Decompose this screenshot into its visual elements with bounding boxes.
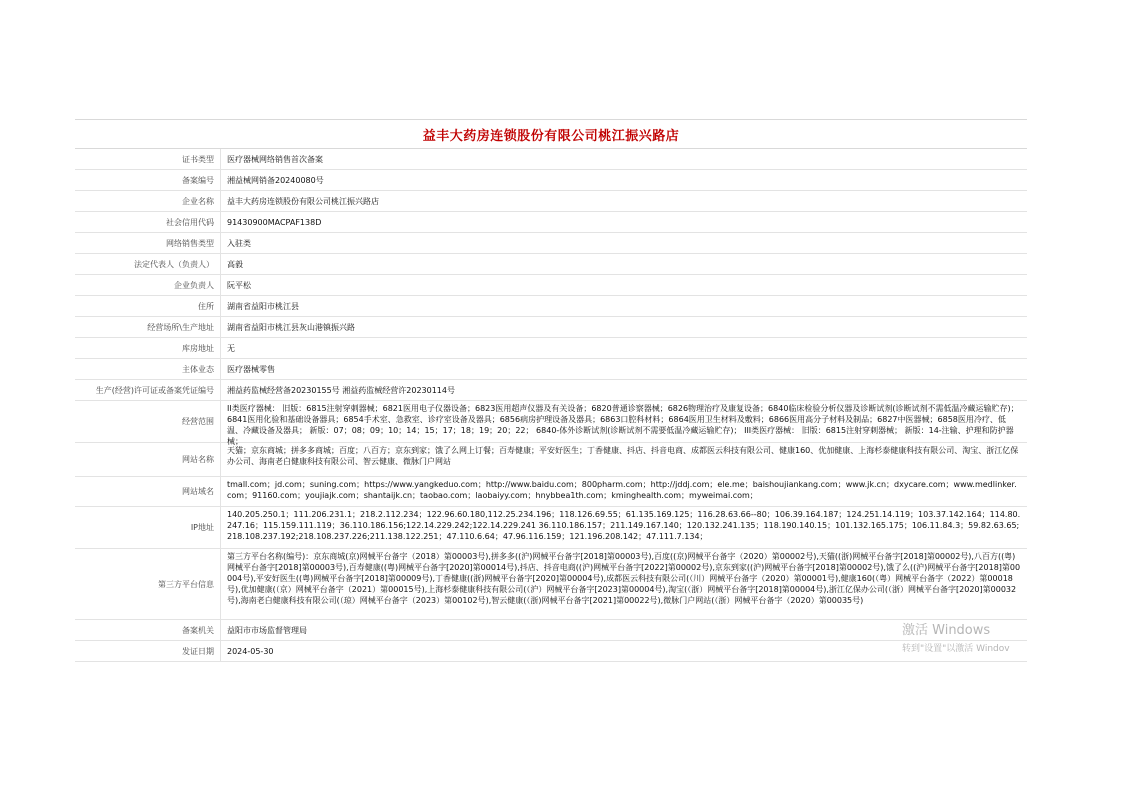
row-label: 主体业态 <box>75 359 221 379</box>
row-value: 2024-05-30 <box>227 646 274 656</box>
row-value: 阮平松 <box>227 280 251 290</box>
row-label: 网站名称 <box>75 443 221 476</box>
table-row <box>75 338 1027 359</box>
row-value: 湖南省益阳市桃江县灰山港镇振兴路 <box>227 322 355 332</box>
table-row <box>75 443 1027 477</box>
table-row <box>75 317 1027 338</box>
row-value: II类医疗器械： 旧版：6815注射穿刺器械；6821医用电子仪器设备；6823医用超声仪器及有关设备；6820普通诊察器械；6826物理治疗及康复设备；6840临床检验分析仪器及诊断试剂(诊断试剂不需低温冷藏运输贮存)；6841医用化验和基础设备器具；6854手术室、急救室、诊疗室设备及器具；6856病房护理设备及器具；6863口腔科材料；6864医用卫生材料及敷料；6866医用高分子材料及制品；6827中医器械；6858医用冷疗、低温、冷藏设备及器具； 新版：07；08；09；10；14；15；17；18；19；20；22； 6840-体外诊断试剂(诊断试剂不需要低温冷藏运输贮存)； III类医疗器械： 旧版：6815注射穿刺器械； 新版：14-注输、护理和防护器械； <box>227 404 1019 446</box>
row-value: tmall.com；jd.com；suning.com；https://www.yangkeduo.com；http://www.baidu.com；800pharm.com；http://jddj.com；ele.me；baishoujiankang.com；www.jk.cn；dxycare.com；www.medlinker.com；91160.com；youjiajk.com；shantaijk.cn；taobao.com；laobaiyy.com；hnybbea1th.com；kminghealth.com；myweimai.com； <box>227 480 1017 500</box>
record-sheet <box>75 119 1027 662</box>
row-value: 益阳市市场监督管理局 <box>227 625 307 635</box>
row-label: 住所 <box>75 296 221 316</box>
table-row <box>75 507 1027 549</box>
row-value: 91430900MACPAF138D <box>227 217 322 227</box>
watermark-subtitle: 转到"设置"以激活 Windov <box>902 644 1010 654</box>
table-row <box>75 170 1027 191</box>
row-value: 第三方平台名称(编号)：京东商城(京)网械平台备字（2018）第00003号),拼多多((沪)网械平台备字[2018]第00003号),百度((京)网械平台备字（2020）第00002号),天猫((浙)网械平台备字[2018]第00002号),八百方((粤)网械平台备字[2018]第00003号),百寿健康((粤)网械平台备字[2020]第00014号),抖店、抖音电商((沪)网械平台备字[2022]第00002号),京东到家((沪)网械平台备字[2018]第00002号),饿了么((沪)网械平台备字[2018]第00004号),平安好医生((粤)网械平台备字[2018]第00009号),丁香健康((浙)网械平台备字[2020]第00004号),成都医云科技有限公司(（川）网械平台备字（2020）第00001号),健康160(（粤）网械平台备字（2022）第00018号),优加健康(（京）网械平台备字（2021）第00015号),上海杉泰健康科技有限公司(（沪）网械平台备字[2023]第00004号),淘宝(（浙）网械平台备字[2018]第00004号),浙江亿保办公司(（浙）网械平台备字[2020]第00032号),海南老白健康科技有限公司(（琼）网械平台备字（2023）第00102号),智云健康(（浙)网械平台备字[2021]第00022号),微脉门户网站(（浙）网械平台备字（2020）第00035号) <box>227 552 1021 605</box>
title-bar <box>75 119 1027 149</box>
table-row <box>75 191 1027 212</box>
row-label: 社会信用代码 <box>75 212 221 232</box>
table-row <box>75 359 1027 380</box>
row-value: 天猫；京东商城；拼多多商城；百度；八百方；京东到家；饿了么网上订餐；百寿健康；平安好医生；丁香健康、抖店、抖音电商、成都医云科技有限公司、健康160、优加健康、上海杉泰健康科技有限公司、淘宝、浙江亿保办公司、海南老白健康科技有限公司、智云健康、微脉门户网站 <box>227 446 1019 466</box>
row-label: 证书类型 <box>75 149 221 169</box>
row-label: 网络销售类型 <box>75 233 221 253</box>
row-value: 入驻类 <box>227 238 251 248</box>
table-row <box>75 233 1027 254</box>
row-label: 备案编号 <box>75 170 221 190</box>
row-value: 益丰大药房连锁股份有限公司桃江振兴路店 <box>227 196 379 206</box>
windows-activation-watermark <box>902 622 1010 658</box>
table-row <box>75 549 1027 620</box>
table-row <box>75 401 1027 446</box>
row-label: 经营范围 <box>75 401 221 442</box>
row-label: 库房地址 <box>75 338 221 358</box>
row-label: 法定代表人（负责人） <box>75 254 221 274</box>
table-row <box>75 212 1027 233</box>
row-label: 备案机关 <box>75 620 221 640</box>
row-label: 第三方平台信息 <box>75 549 221 619</box>
table-row <box>75 296 1027 317</box>
row-value: 湖南省益阳市桃江县 <box>227 301 299 311</box>
table-row <box>75 254 1027 275</box>
row-label: IP地址 <box>75 507 221 548</box>
table-row <box>75 380 1027 401</box>
row-label: 生产(经营)许可证或备案凭证编号 <box>75 380 221 400</box>
row-label: 经营场所\生产地址 <box>75 317 221 337</box>
row-value: 湘益药监械经营备20230155号 湘益药监械经营许20230114号 <box>227 385 455 395</box>
row-value: 湘益械网销备20240080号 <box>227 175 324 185</box>
row-value: 无 <box>227 343 235 353</box>
table-row <box>75 149 1027 170</box>
row-value: 医疗器械网络销售首次备案 <box>227 154 323 164</box>
table-row <box>75 620 1027 641</box>
row-value: 高毅 <box>227 259 243 269</box>
watermark-title: 激活 Windows <box>902 623 991 638</box>
row-value: 140.205.250.1；111.206.231.1；218.2.112.234；122.96.60.180,112.25.234.196；118.126.69.55；61.135.169.125；116.28.63.66--80；106.39.164.187；124.251.14.119；103.37.142.164；114.80.247.16；115.159.111.119；36.110.186.156;122.14.229.242;122.14.229.241 36.110.186.157；211.149.167.140；120.132.241.135；118.190.140.15；101.132.165.175；106.11.84.3；59.82.63.65;218.108.237.192;218.108.237.226;211.138.122.251；47.110.6.64；47.96.116.159；121.196.208.142；47.111.7.134； <box>227 510 1021 541</box>
table-row <box>75 641 1027 662</box>
row-label: 企业名称 <box>75 191 221 211</box>
row-label: 企业负责人 <box>75 275 221 295</box>
row-value: 医疗器械零售 <box>227 364 275 374</box>
page-title: 益丰大药房连锁股份有限公司桃江振兴路店 <box>422 128 680 144</box>
row-label: 发证日期 <box>75 641 221 661</box>
table-row <box>75 477 1027 507</box>
row-label: 网站域名 <box>75 477 221 506</box>
table-row <box>75 275 1027 296</box>
